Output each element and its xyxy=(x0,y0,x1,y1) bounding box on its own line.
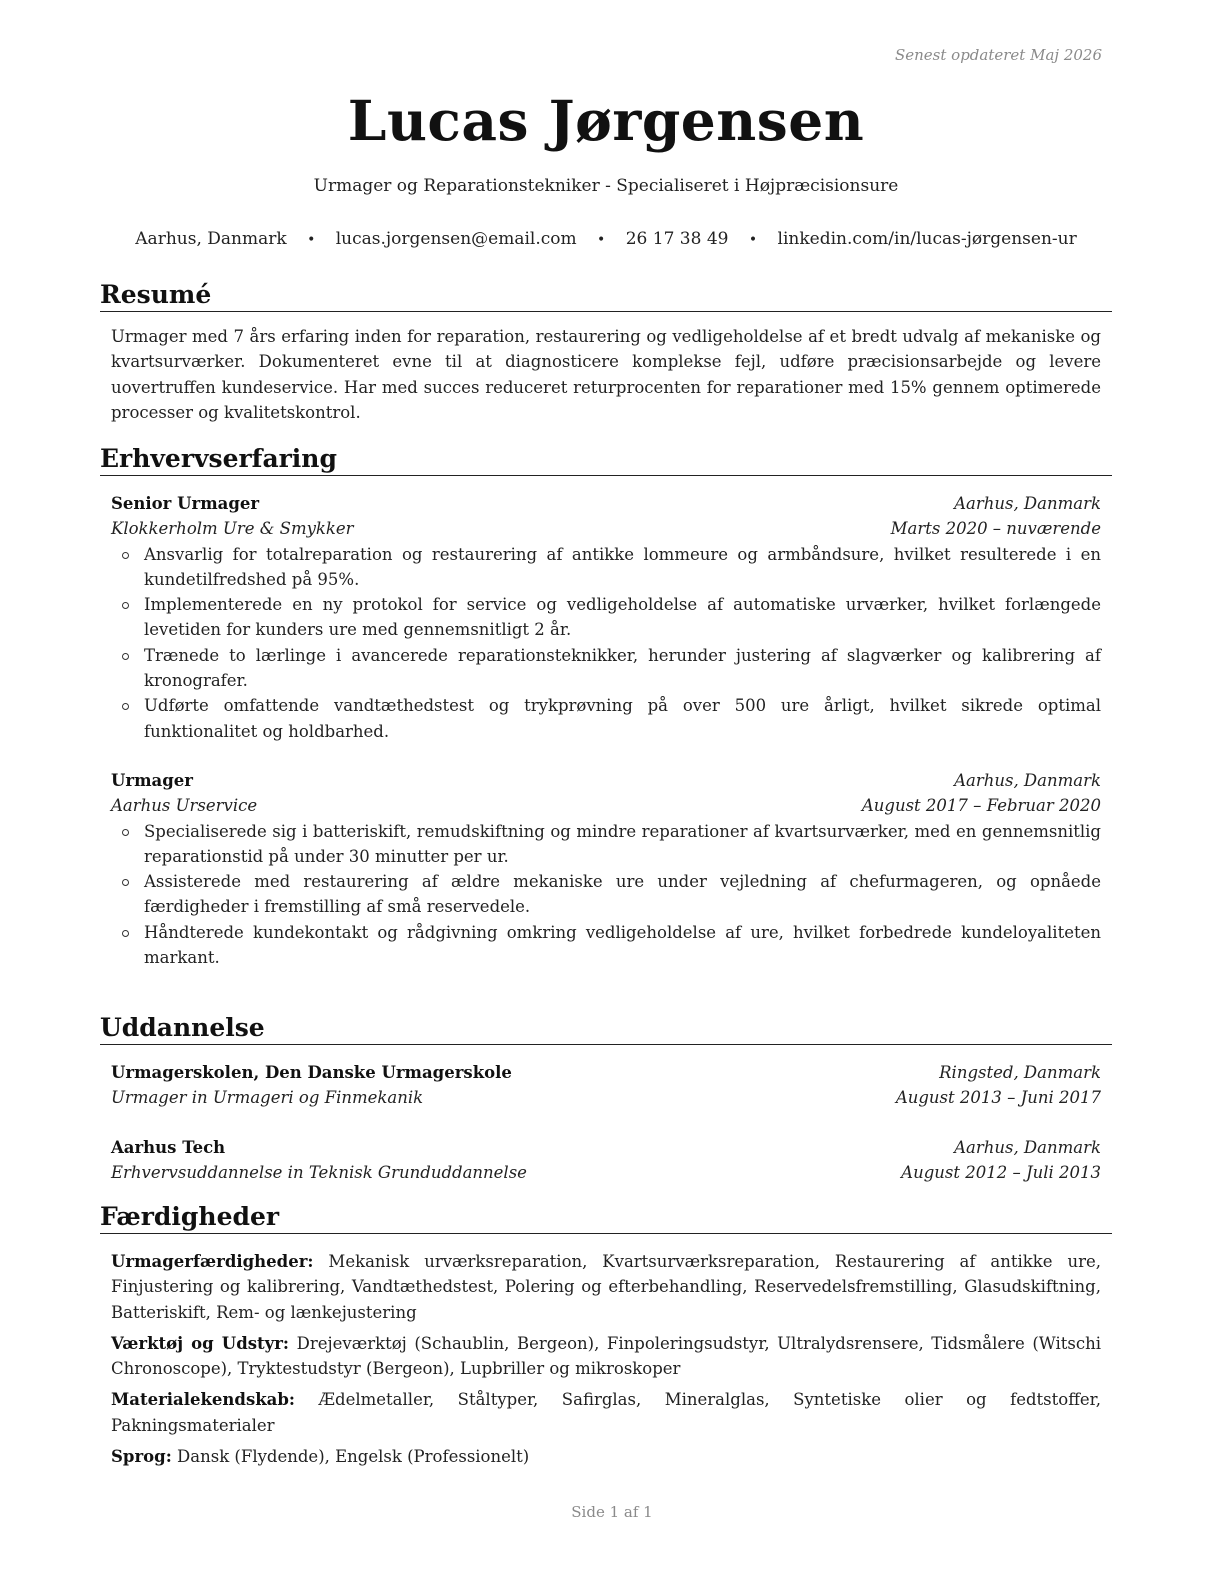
section-heading: Uddannelse xyxy=(100,1013,1112,1045)
job-dates: August 2017 – Februar 2020 xyxy=(861,796,1101,816)
skill-text: Drejeværktøj (Schaublin, Bergeon), Finpoleringsudstyr, Ultralydsrensere, Tidsmålere (Witschi Chronoscope), Tryktestudstyr (Bergeon), Lupbriller og mikroskoper xyxy=(111,1333,1101,1379)
contact-linkedin[interactable]: linkedin.com/in/lucas-jørgensen-ur xyxy=(777,229,1077,249)
skill-group xyxy=(111,1387,1101,1438)
list-item: Assisterede med restaurering af ældre mekaniske ure under vejledning af chefurmageren, og opnåede færdigheder i fremstilling af små reservedele. xyxy=(144,869,1101,920)
skill-group xyxy=(111,1331,1101,1382)
section-heading: Færdigheder xyxy=(100,1202,1112,1234)
contact-line xyxy=(100,229,1112,249)
school-location: Aarhus, Danmark xyxy=(954,1137,1101,1157)
summary-text: Urmager med 7 års erfaring inden for reparation, restaurering og vedligeholdelse af et bredt udvalg af mekaniske og kvartsurværker. Dokumenteret evne til at diagnosticere komplekse fejl, udføre præcisionsarbejde og levere uovertruffen kundeservice. Har med succes reduceret returprocenten for reparationer med 15% gennem optimerede processer og kvalitetskontrol. xyxy=(111,327,1101,422)
school-degree: Urmager in Urmageri og Finmekanik xyxy=(111,1088,424,1108)
section-heading: Erhvervserfaring xyxy=(100,444,1112,476)
last-updated-note: Senest opdateret Maj 2026 xyxy=(894,46,1102,64)
school-name: Aarhus Tech xyxy=(111,1137,226,1157)
list-item: Ansvarlig for totalreparation og restaurering af antikke lommeure og armbåndsure, hvilket resulterede i en kundetilfredshed på 95%. xyxy=(144,542,1101,593)
skill-label: Værktøj og Udstyr: xyxy=(111,1333,290,1353)
job-entry xyxy=(111,491,1101,744)
school-location: Ringsted, Danmark xyxy=(939,1063,1101,1082)
section-heading: Resumé xyxy=(100,280,1112,312)
candidate-name: Lucas Jørgensen xyxy=(347,88,865,153)
education-entry xyxy=(111,1135,1101,1186)
skill-group xyxy=(111,1249,1101,1325)
contact-location: Aarhus, Danmark xyxy=(135,229,287,249)
bullet-separator: • xyxy=(597,232,606,248)
job-bullets xyxy=(111,542,1101,744)
skill-text: Mekanisk urværksreparation, Kvartsurværksreparation, Restaurering af antikke ure, Finjustering og kalibrering, Vandtæthedstest, Polering og efterbehandling, Reservedelsfremstilling, Glasudskiftning, Batteriskift, Rem- og lænkejustering xyxy=(111,1252,1101,1322)
bullet-separator: • xyxy=(748,232,758,248)
job-dates: Marts 2020 – nuværende xyxy=(890,519,1101,539)
list-item: Specialiserede sig i batteriskift, remudskiftning og mindre reparationer af kvartsurværker, med en gennemsnitlig reparationstid på under 30 minutter per ur. xyxy=(144,819,1101,870)
job-location: Aarhus, Danmark xyxy=(954,770,1101,790)
school-degree: Erhvervsuddannelse in Teknisk Grunduddannelse xyxy=(111,1162,527,1182)
page-number: Side 1 af 1 xyxy=(571,1503,653,1521)
skill-label: Urmagerfærdigheder: xyxy=(111,1252,314,1271)
skill-text: Dansk (Flydende), Engelsk (Professionelt) xyxy=(177,1447,530,1467)
contact-phone: 26 17 38 49 xyxy=(625,229,729,249)
school-name: Urmagerskolen, Den Danske Urmagerskole xyxy=(111,1063,512,1082)
job-title: Urmager xyxy=(111,770,193,790)
job-company: Aarhus Urservice xyxy=(111,796,258,816)
list-item: Håndterede kundekontakt og rådgivning omkring vedligeholdelse af ure, hvilket forbedrede kundeloyaliteten markant. xyxy=(144,920,1101,971)
list-item: Implementerede en ny protokol for service og vedligeholdelse af automatiske urværker, hvilket forlængede levetiden for kunders ure med gennemsnitligt 2 år. xyxy=(144,592,1101,643)
summary-section xyxy=(100,280,1112,425)
contact-email[interactable]: lucas.jorgensen@email.com xyxy=(335,229,577,249)
skill-group xyxy=(111,1444,1101,1469)
skill-label: Materialekendskab: xyxy=(111,1390,295,1410)
job-company: Klokkerholm Ure & Smykker xyxy=(111,519,354,539)
candidate-subtitle: Urmager og Reparationstekniker - Specialiseret i Højpræcisionsure xyxy=(313,176,899,196)
education-section xyxy=(100,1013,1112,1185)
resume-page xyxy=(100,0,1112,1584)
skill-text: Ædelmetaller, Ståltyper, Safirglas, Mineralglas, Syntetiske olier og fedtstoffer, Pakningsmaterialer xyxy=(111,1390,1102,1435)
experience-section xyxy=(100,444,1112,970)
job-title: Senior Urmager xyxy=(111,494,260,513)
education-entry xyxy=(111,1060,1101,1111)
list-item: Udførte omfattende vandtæthedstest og trykprøvning på over 500 ure årligt, hvilket sikrede optimal funktionalitet og holdbarhed. xyxy=(144,693,1101,744)
job-location: Aarhus, Danmark xyxy=(954,494,1101,513)
job-entry xyxy=(111,768,1101,970)
job-bullets xyxy=(111,819,1101,971)
skills-section xyxy=(100,1202,1112,1469)
list-item: Trænede to lærlinge i avancerede reparationsteknikker, herunder justering af slagværker og kalibrering af kronografer. xyxy=(144,643,1101,694)
school-dates: August 2013 – Juni 2017 xyxy=(895,1088,1101,1108)
bullet-separator: • xyxy=(307,232,316,248)
skill-label: Sprog: xyxy=(111,1447,172,1467)
school-dates: August 2012 – Juli 2013 xyxy=(901,1162,1101,1182)
